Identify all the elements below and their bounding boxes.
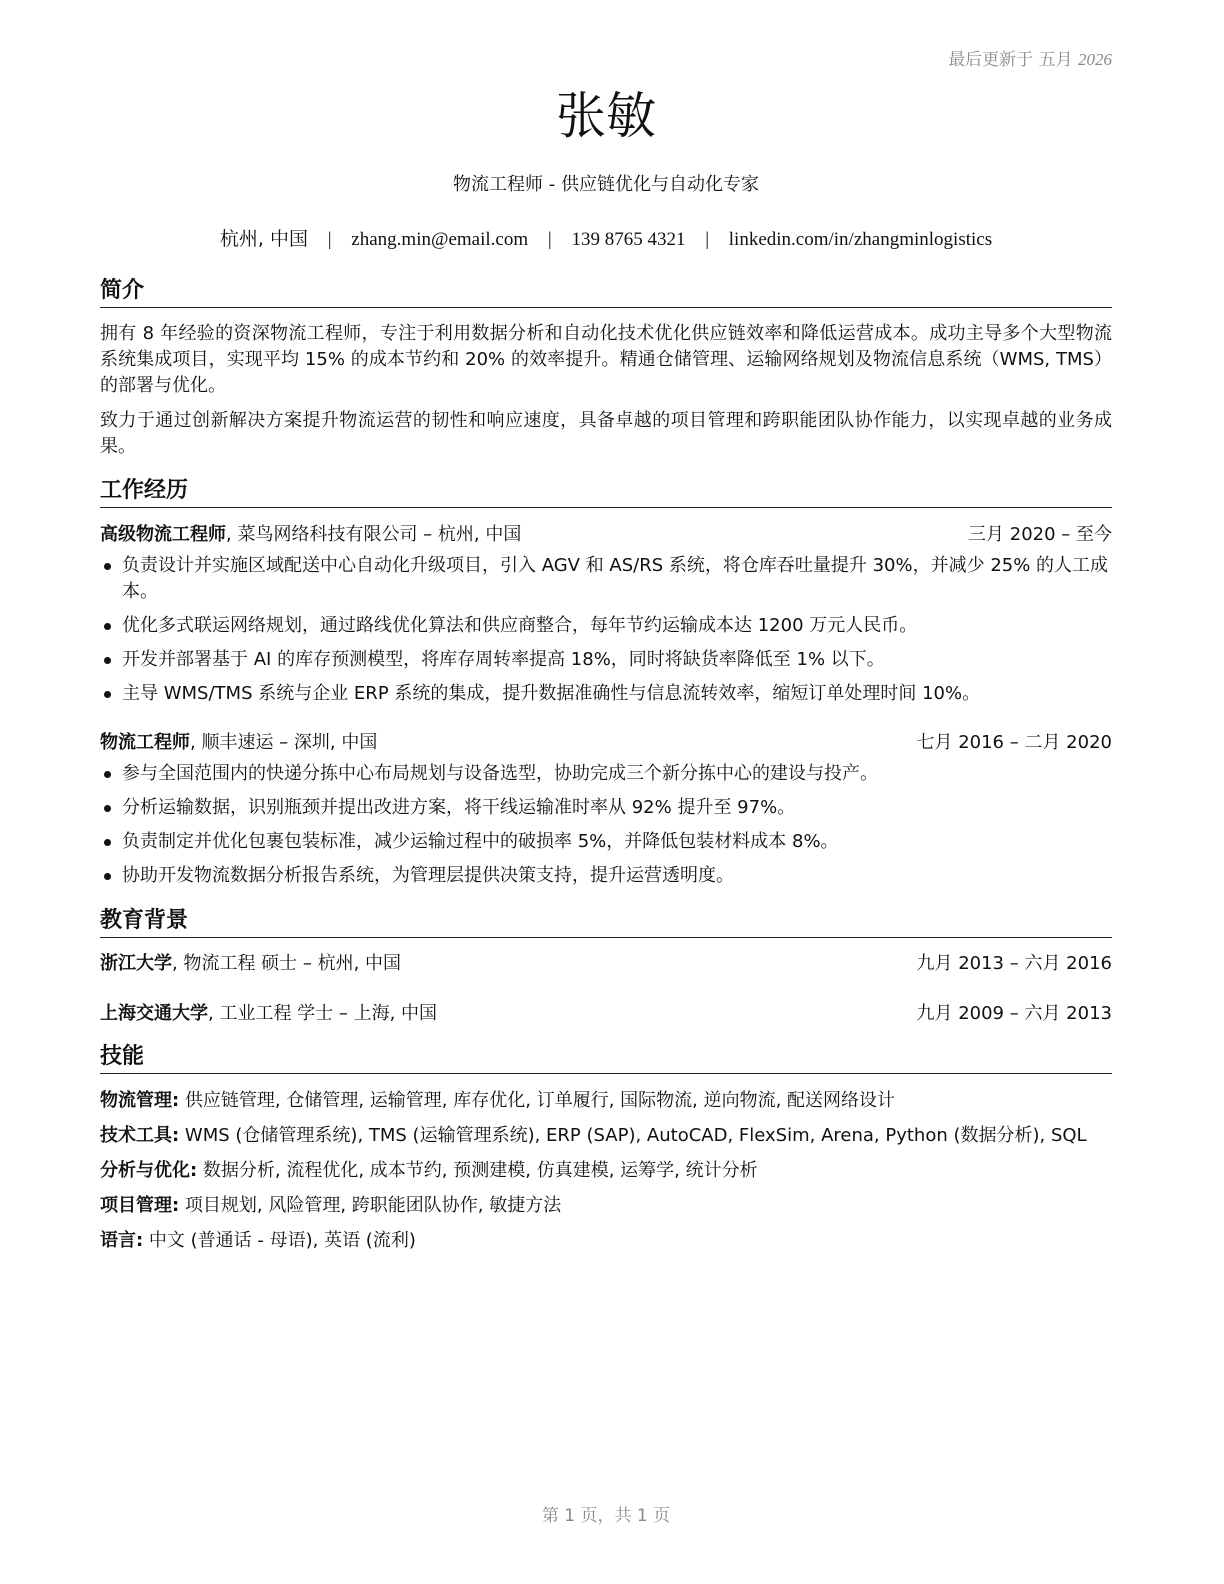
skill-row <box>100 1228 1112 1254</box>
contact-email-link[interactable]: zhang.min@email.com <box>351 229 529 250</box>
section-title-education: 教育背景 <box>100 907 1112 938</box>
summary-paragraph: 拥有 8 年经验的资深物流工程师，专注于利用数据分析和自动化技术优化供应链效率和降低运营成本。成功主导多个大型物流系统集成项目，实现平均 15% 的成本节约和 20% 的效率提升。精通仓储管理、运输网络规划及物流信息系统（WMS, TMS）的部署与优化。 <box>100 323 1112 396</box>
skill-row <box>100 1193 1112 1219</box>
contact-separator: | <box>705 229 710 250</box>
skill-row <box>100 1158 1112 1184</box>
skill-row <box>100 1088 1112 1114</box>
job-bullets <box>100 553 1112 715</box>
job-date: 七月 2016 – 二月 2020 <box>916 732 1112 753</box>
summary-paragraph: 致力于通过创新解决方案提升物流运营的韧性和响应速度，具备卓越的项目管理和跨职能团队协作能力，以实现卓越的业务成果。 <box>100 410 1112 457</box>
job-role: 物流工程师 <box>100 732 190 753</box>
contact-line <box>100 224 1112 251</box>
contact-separator: | <box>547 229 552 250</box>
job-org: , 顺丰速运 – 深圳, 中国 <box>190 732 378 753</box>
education-date: 九月 2009 – 六月 2013 <box>916 1003 1112 1024</box>
contact-separator: | <box>327 229 332 250</box>
skill-category: 语言: <box>100 1230 144 1251</box>
education-date: 九月 2013 – 六月 2016 <box>916 953 1112 974</box>
last-updated-year: 2026 <box>1078 50 1112 69</box>
job-org: , 菜鸟网络科技有限公司 – 杭州, 中国 <box>226 524 522 545</box>
skill-category: 分析与优化: <box>100 1160 198 1181</box>
job-date: 三月 2020 – 至今 <box>968 524 1112 545</box>
skill-values: 数据分析, 流程优化, 成本节约, 预测建模, 仿真建模, 运筹学, 统计分析 <box>197 1160 758 1181</box>
last-updated-label: 最后更新于 五月 <box>948 50 1073 70</box>
education-item <box>100 951 1112 977</box>
resume-page <box>100 0 1112 1584</box>
contact-phone: 139 8765 4321 <box>571 229 686 250</box>
job-role: 高级物流工程师 <box>100 524 226 545</box>
education-detail: , 物流工程 硕士 – 杭州, 中国 <box>172 953 402 974</box>
job-header <box>100 522 1112 548</box>
section-title-summary: 简介 <box>100 277 1112 308</box>
list-item: 优化多式联运网络规划，通过路线优化算法和供应商整合，每年节约运输成本达 1200 万元人民币。 <box>100 613 1112 639</box>
job-bullets <box>100 761 1112 897</box>
list-item: 主导 WMS/TMS 系统与企业 ERP 系统的集成，提升数据准确性与信息流转效率，缩短订单处理时间 10%。 <box>100 681 1112 707</box>
candidate-name: 张敏 <box>556 87 656 145</box>
contact-location: 杭州, 中国 <box>219 228 308 250</box>
skill-category: 物流管理: <box>100 1090 180 1111</box>
list-item: 开发并部署基于 AI 的库存预测模型，将库存周转率提高 18%，同时将缺货率降低至 1% 以下。 <box>100 647 1112 673</box>
last-updated <box>948 45 1112 70</box>
contact-linkedin-link[interactable]: linkedin.com/in/zhangminlogistics <box>728 229 993 250</box>
skill-category: 技术工具: <box>100 1125 180 1146</box>
list-item: 负责设计并实施区域配送中心自动化升级项目，引入 AGV 和 AS/RS 系统，将仓库吞吐量提升 30%，并减少 25% 的人工成本。 <box>100 553 1112 605</box>
list-item: 负责制定并优化包裹包装标准，减少运输过程中的破损率 5%，并降低包装材料成本 8%。 <box>100 829 1112 855</box>
skill-values: 项目规划, 风险管理, 跨职能团队协作, 敏捷方法 <box>179 1195 562 1216</box>
candidate-tagline: 物流工程师 - 供应链优化与自动化专家 <box>453 174 759 195</box>
list-item: 参与全国范围内的快递分拣中心布局规划与设备选型，协助完成三个新分拣中心的建设与投产。 <box>100 761 1112 787</box>
page-number: 第 1 页，共 1 页 <box>541 1506 671 1526</box>
education-detail: , 工业工程 学士 – 上海, 中国 <box>208 1003 438 1024</box>
section-title-experience: 工作经历 <box>100 477 1112 508</box>
list-item: 分析运输数据，识别瓶颈并提出改进方案，将干线运输准时率从 92% 提升至 97%。 <box>100 795 1112 821</box>
skill-category: 项目管理: <box>100 1195 180 1216</box>
education-school: 浙江大学 <box>100 953 172 974</box>
skill-row <box>100 1123 1112 1149</box>
list-item: 协助开发物流数据分析报告系统，为管理层提供决策支持，提升运营透明度。 <box>100 863 1112 889</box>
section-title-skills: 技能 <box>100 1043 1112 1074</box>
job-header <box>100 730 1112 756</box>
skill-values: 中文 (普通话 - 母语), 英语 (流利) <box>143 1230 416 1251</box>
skill-values: 供应链管理, 仓储管理, 运输管理, 库存优化, 订单履行, 国际物流, 逆向物流, 配送网络设计 <box>179 1090 896 1111</box>
education-item <box>100 1001 1112 1027</box>
skill-values: WMS (仓储管理系统), TMS (运输管理系统), ERP (SAP), AutoCAD, FlexSim, Arena, Python (数据分析), SQL <box>179 1125 1087 1146</box>
education-school: 上海交通大学 <box>100 1003 208 1024</box>
